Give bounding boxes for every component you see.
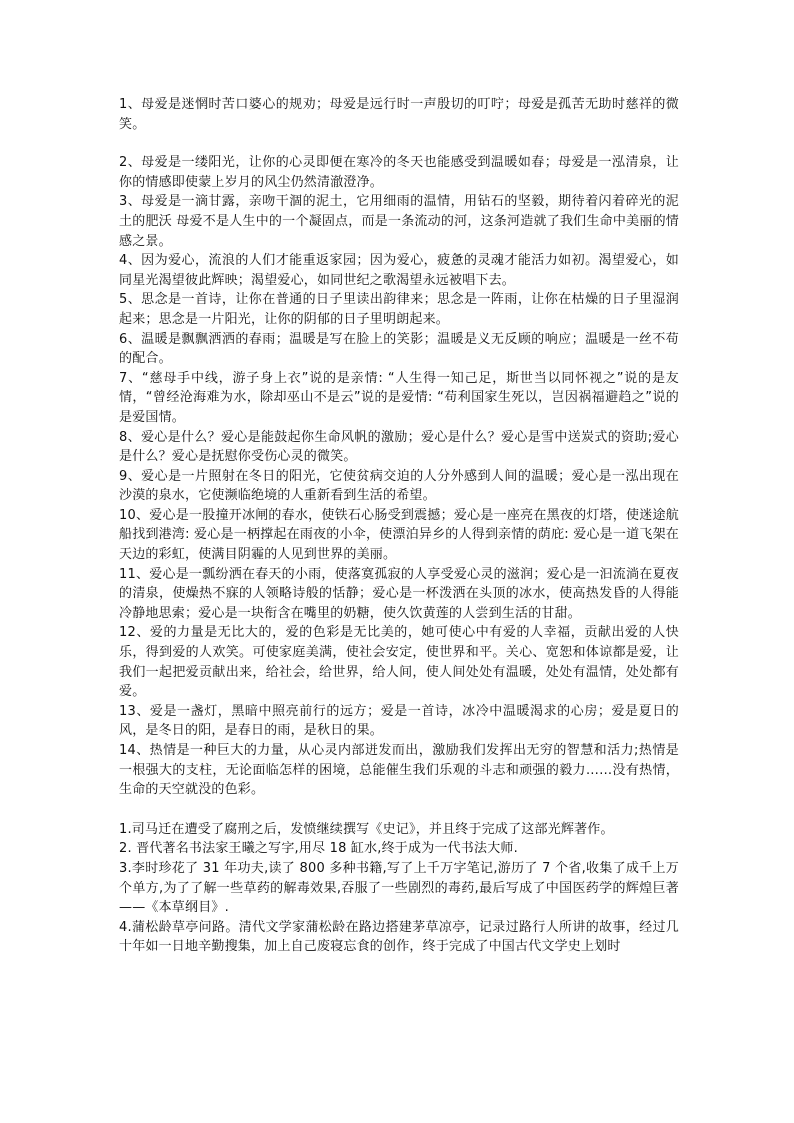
- paragraph-11: 11、爱心是一瓢纷洒在春天的小雨，使落寞孤寂的人享受爱心灵的滋润；爱心是一汩流淌在夏夜的清泉，使燥热不寐的人领略诗般的恬静；爱心是一杯泼洒在头顶的冰水，使高热发昏的人得能冷静地思索；爱心是一块衔含在嘴里的奶糖，使久饮黄莲的人尝到生活的甘甜。: [119, 566, 679, 621]
- paragraph-1: 1、母爱是迷惘时苦口婆心的规劝；母爱是远行时一声殷切的叮咛；母爱是孤苦无助时慈祥的微笑。: [119, 97, 679, 132]
- example-1: 1.司马迁在遭受了腐刑之后，发愤继续撰写《史记》，并且终于完成了这部光辉著作。: [119, 821, 614, 837]
- paragraph-7: 7、“慈母手中线，游子身上衣”说的是亲情: “人生得一知己足，斯世当以同怀视之”说的是友情，“曾经沧海难为水，除却巫山不是云”说的是爱情: “苟利国家生死以，岂因祸福避趋之”说的是爱国情。: [119, 370, 679, 425]
- paragraph-6: 6、温暖是飘飘洒洒的春雨；温暖是写在脸上的笑影；温暖是义无反顾的响应；温暖是一丝不苟的配合。: [119, 331, 679, 367]
- paragraph-10: 10、爱心是一股撞开冰闸的春水，使铁石心肠受到震撼；爱心是一座亮在黑夜的灯塔，使迷途航船找到港湾: 爱心是一柄撑起在雨夜的小伞，使漂泊异乡的人得到亲情的荫庇: 爱心是一道飞架在天边的彩虹，使满目阴霾的人见到世界的美丽。: [119, 507, 679, 563]
- paragraph-5: 5、思念是一首诗，让你在普通的日子里读出韵律来；思念是一阵雨，让你在枯燥的日子里湿润起来；思念是一片阳光，让你的阴郁的日子里明朗起来。: [119, 292, 679, 327]
- example-3: 3.李时珍花了 31 年功夫,读了 800 多种书籍,写了上千万字笔记,游历了 7 个省,收集了成千上万个单方,为了了解一些草药的解毒效果,吞服了一些剧烈的毒药,最后写成了中国医药学的辉煌巨著——《本草纲目》.: [119, 860, 679, 916]
- blank-line: [119, 134, 679, 153]
- paragraph-12: 12、爱的力量是无比大的，爱的色彩是无比美的，她可使心中有爱的人幸福，贡献出爱的人快乐，得到爱的人欢笑。可使家庭美满，使社会安定，使世界和平。关心、宽恕和体谅都是爱，让我们一起把爱贡献出来，给社会，给世界，给人间，使人间处处有温暖，处处有温情，处处都有爱。: [119, 625, 679, 700]
- paragraph-9: 9、爱心是一片照射在冬日的阳光，它使贫病交迫的人分外感到人间的温暖；爱心是一泓出现在沙漠的泉水，它使濒临绝境的人重新看到生活的希望。: [119, 468, 679, 504]
- example-4: 4.蒲松龄草亭问路。清代文学家蒲松龄在路边搭建茅草凉亭，记录过路行人所讲的故事，经过几十年如一日地辛勤搜集，加上自己废寝忘食的创作，终于完成了中国古代文学史上划时: [119, 919, 679, 955]
- paragraph-13: 13、爱是一盏灯，黑暗中照亮前行的远方；爱是一首诗，冰冷中温暖渴求的心房；爱是夏日的风，是冬日的阳，是春日的雨，是秋日的果。: [119, 703, 679, 739]
- paragraph-14: 14、热情是一种巨大的力量，从心灵内部迸发而出，激励我们发挥出无穷的智慧和活力;热情是一根强大的支柱，无论面临怎样的困境，总能催生我们乐观的斗志和顽强的毅力……没有热情，生命的天空就没的色彩。: [119, 743, 679, 798]
- example-2: 2. 晋代著名书法家王曦之写字,用尽 18 缸水,终于成为一代书法大师.: [119, 841, 518, 857]
- blank-line: [119, 800, 679, 820]
- paragraph-8: 8、爱心是什么？爱心是能鼓起你生命风帆的激励；爱心是什么？爱心是雪中送炭式的资助;爱心是什么？爱心是抚慰你受伤心灵的微笑。: [119, 429, 679, 465]
- paragraph-2: 2、母爱是一缕阳光，让你的心灵即便在寒冷的冬天也能感受到温暖如春；母爱是一泓清泉，让你的情感即使蒙上岁月的风尘仍然清澈澄净。: [119, 155, 679, 190]
- paragraph-4: 4、因为爱心，流浪的人们才能重返家园；因为爱心，疲惫的灵魂才能活力如初。渴望爱心，如同星光渴望彼此辉映；渴望爱心，如同世纪之歌渴望永远被唱下去。: [119, 253, 679, 288]
- paragraph-3: 3、母爱是一滴甘露，亲吻干涸的泥土，它用细雨的温情，用钻石的坚毅，期待着闪着碎光的泥土的肥沃 母爱不是人生中的一个凝固点，而是一条流动的河，这条河造就了我们生命中美丽的情感之景。: [119, 194, 679, 249]
- document-page: [119, 95, 679, 957]
